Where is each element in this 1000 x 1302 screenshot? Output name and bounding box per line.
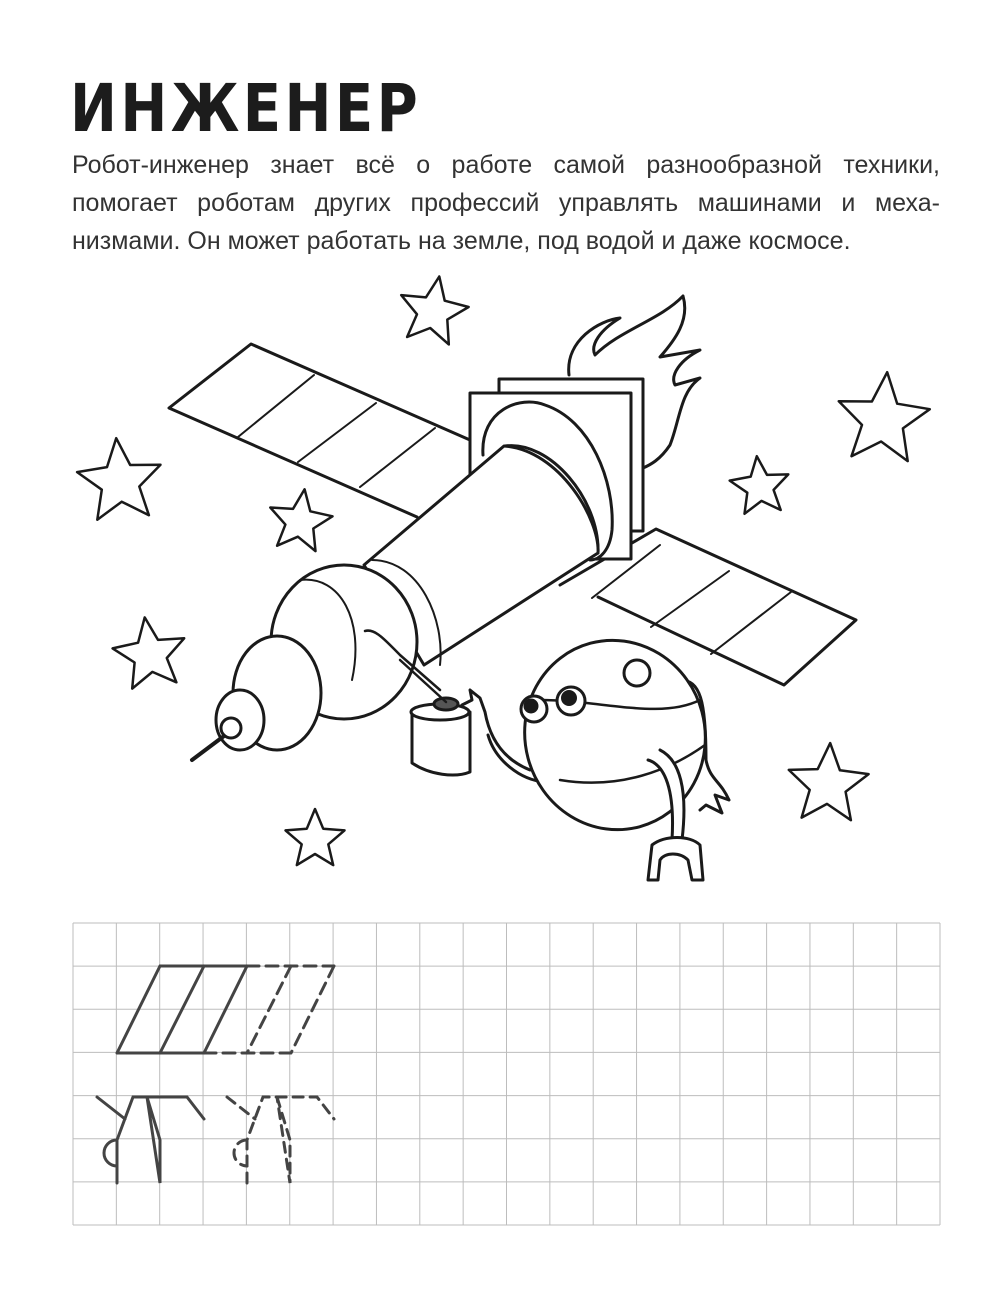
panel-solid	[117, 966, 247, 1053]
page-title: ИНЖЕНЕР	[70, 70, 422, 147]
star-icon	[113, 617, 185, 688]
star-icon	[839, 372, 930, 461]
star-icon	[730, 456, 789, 514]
description-line: Робот-инженер знает всё о работе самой разнообразной техники,	[72, 151, 940, 179]
robot-icon	[400, 620, 729, 880]
robot-foot	[648, 838, 703, 881]
oil-can-dashed	[227, 1097, 334, 1183]
robot-antenna	[624, 660, 650, 686]
oil-can-trace-sample	[97, 1097, 334, 1183]
antenna	[192, 736, 224, 760]
grid-lines	[73, 923, 940, 1225]
star-icon	[77, 438, 160, 520]
panel-trace-sample	[117, 966, 334, 1053]
panel-dashed	[204, 966, 334, 1053]
description-line: низмами. Он может работать на земле, под водой и даже космосе.	[72, 227, 851, 255]
star-icon	[789, 743, 869, 820]
star-icon	[286, 809, 345, 865]
star-icon	[270, 489, 332, 551]
satellite-icon	[169, 296, 856, 760]
solar-panel-left	[169, 344, 470, 517]
oil-can-solid	[97, 1097, 204, 1183]
robot-body	[503, 620, 726, 850]
star-icon	[401, 277, 468, 345]
description-line: помогает роботам других профессий управлять машинами и меха-	[72, 189, 940, 217]
